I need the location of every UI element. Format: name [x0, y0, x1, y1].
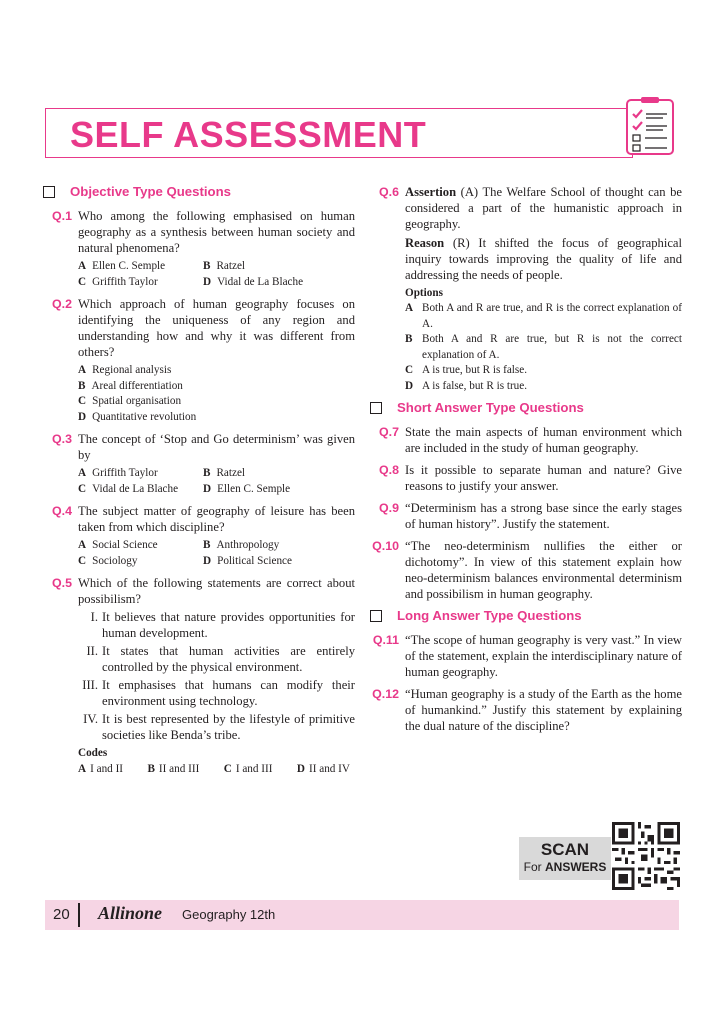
option-d: D A is false, but R is true.: [405, 379, 528, 392]
question-number: Q.10: [372, 539, 399, 553]
question-12: [370, 686, 682, 734]
section-title: Short Answer Type Questions: [397, 400, 584, 415]
section-title: Objective Type Questions: [70, 184, 231, 199]
question-number: Q.6: [379, 185, 399, 199]
question-1: [43, 208, 355, 290]
question-text: State the main aspects of human environment which are included in the study of human geography.: [405, 425, 682, 455]
option-a: A Ellen C. Semple: [78, 260, 166, 272]
page-title: SELF ASSESSMENT: [70, 114, 427, 155]
section-long: [370, 608, 682, 624]
question-text: The subject matter of geography of leisure has been taken from which discipline?: [78, 504, 355, 534]
question-6: [370, 184, 682, 394]
code-options: [78, 761, 350, 777]
reason: Reason (R) It shifted the focus of geographical inquiry towards improving the quality of life and addressing the needs of people.: [405, 236, 682, 282]
question-number: Q.11: [372, 633, 399, 647]
checkbox-icon: [43, 186, 55, 198]
option-b: B Both A and R are true, but R is not the correct explanation of A.: [405, 333, 682, 361]
footer-divider: [78, 903, 80, 927]
question-2: [43, 296, 355, 425]
option-d: D Vidal de La Blache: [203, 275, 304, 288]
book-title: Geography 12th: [182, 907, 276, 922]
statement-4: IV. It is best represented by the lifestyle of primitive societies like Benda’s tribe.: [83, 712, 355, 742]
question-text: Which of the following statements are correct about possibilism?: [78, 576, 355, 606]
option-b: B Areal differentiation: [78, 379, 183, 392]
question-text: Is it possible to separate human and nature? Give reasons to justify your answer.: [405, 463, 682, 493]
question-number: Q.5: [52, 576, 72, 590]
question-3: [43, 431, 355, 497]
option-c: C Griffith Taylor: [78, 275, 158, 288]
option-b: B Anthropology: [203, 539, 280, 551]
checkbox-icon: [370, 610, 382, 622]
options: [78, 363, 355, 425]
question-11: [370, 632, 682, 680]
options-label: Options: [405, 287, 443, 299]
option-a: A I and II: [78, 763, 124, 775]
section-short: [370, 400, 682, 416]
question-text: The concept of ‘Stop and Go determinism’ was given by: [78, 432, 355, 462]
question-5: [43, 575, 355, 777]
question-text: Which approach of human geography focuses on identifying the uniqueness of any region and understanding how and why it was different from others?: [78, 297, 355, 359]
statement-2: II. It states that human activities are entirely controlled by the physical environment.: [86, 644, 355, 674]
option-d: D Ellen C. Semple: [203, 482, 291, 495]
question-number: Q.9: [379, 501, 399, 515]
question-number: Q.2: [52, 297, 72, 311]
page-number: 20: [53, 906, 70, 923]
codes-label: Codes: [78, 747, 108, 759]
option-c: C Spatial organisation: [78, 395, 182, 407]
question-9: [370, 500, 682, 532]
option-a: A Social Science: [78, 539, 158, 551]
option-d: D II and IV: [296, 763, 350, 775]
question-10: [370, 538, 682, 602]
options: [78, 259, 355, 290]
question-text: “The scope of human geography is very vast.” In view of the statement, explain the interdisciplinary nature of human geography.: [405, 633, 682, 679]
checkbox-icon: [370, 402, 382, 414]
question-4: [43, 503, 355, 569]
option-c: C I and III: [223, 763, 273, 775]
option-c: C A is true, but R is false.: [405, 364, 528, 376]
options: [78, 538, 355, 569]
option-b: B II and III: [147, 763, 200, 775]
question-text: “The neo-determinism nullifies the either or dichotomy”. In view of this statement explain how neo-determinism balances environmental determinism and possibilism in human geography.: [405, 539, 682, 601]
question-8: [370, 462, 682, 494]
option-a: A Regional analysis: [78, 364, 172, 376]
question-number: Q.4: [52, 504, 72, 518]
option-c: C Vidal de La Blache: [78, 482, 179, 495]
section-objective: [43, 184, 355, 200]
statement-3: III. It emphasises that humans can modify their environment using technology.: [82, 678, 355, 708]
option-b: B Ratzel: [203, 260, 246, 272]
option-c: C Sociology: [78, 554, 138, 567]
checklist-icon: [625, 96, 675, 156]
question-number: Q.8: [379, 463, 399, 477]
question-number: Q.7: [379, 425, 399, 439]
option-d: D Quantitative revolution: [78, 410, 197, 423]
qr-code-icon[interactable]: [612, 822, 680, 890]
question-number: Q.1: [52, 209, 72, 223]
question-text: Who among the following emphasised on human geography as a synthesis between human society and natural phenomena?: [78, 209, 355, 255]
scan-subtitle: For ANSWERS: [523, 860, 607, 874]
question-text: “Determinism has a strong base since the early stages of human history”. Justify the statement.: [405, 501, 682, 531]
question-text: “Human geography is a study of the Earth as the home of humankind.” Justify this statement by explaining the dual nature of the discipline?: [405, 687, 682, 733]
brand-logo: Allinone: [98, 903, 163, 923]
question-number: Q.3: [52, 432, 72, 446]
right-column: [370, 184, 682, 740]
statement-1: I. It believes that nature provides opportunities for human development.: [90, 610, 355, 640]
option-a: A Griffith Taylor: [78, 467, 158, 479]
option-d: D Political Science: [203, 554, 292, 567]
option-b: B Ratzel: [203, 467, 246, 479]
option-a: A Both A and R are true, and R is the correct explanation of A.: [405, 302, 682, 330]
left-column: [43, 184, 355, 783]
options: [78, 466, 355, 497]
assertion: Assertion (A) The Welfare School of thought can be considered a part of the humanistic approach in geography.: [405, 185, 682, 231]
question-number: Q.12: [372, 687, 399, 701]
question-7: [370, 424, 682, 456]
scan-title: SCAN: [540, 840, 590, 859]
section-title: Long Answer Type Questions: [397, 608, 582, 623]
